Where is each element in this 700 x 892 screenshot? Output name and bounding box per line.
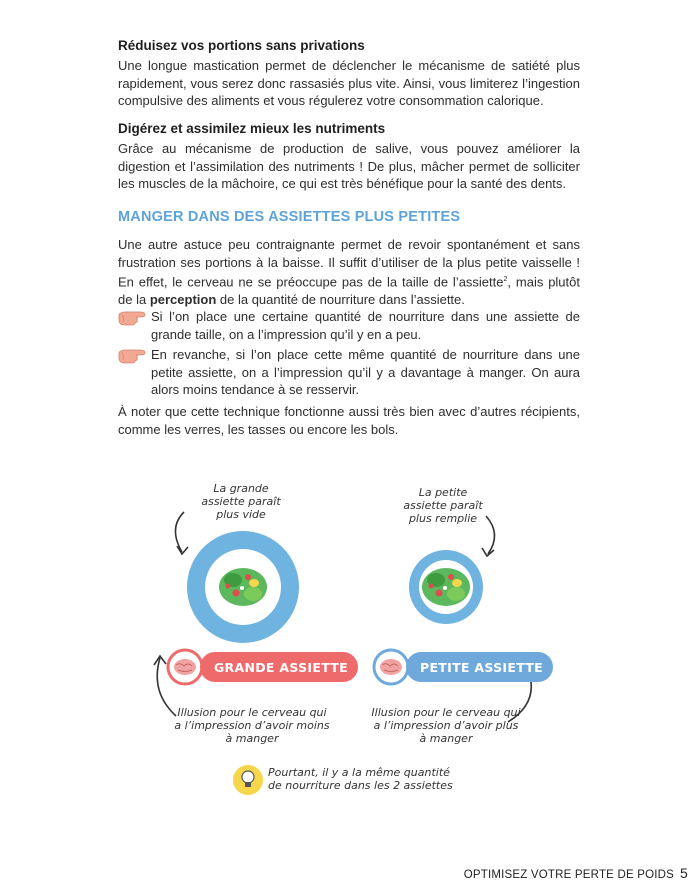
footer-title: OPTIMISEZ VOTRE PERTE DE POIDS — [463, 869, 674, 881]
intro-middle: , mais plutôt de la — [118, 274, 580, 307]
large-plate — [187, 531, 299, 643]
section-title: MANGER DANS DES ASSIETTES PLUS PETITES — [118, 209, 461, 225]
large-plate-label: GRANDE ASSIETTE — [200, 652, 358, 682]
arrow-small-top — [486, 516, 495, 554]
lightbulb-icon — [233, 765, 263, 795]
small-plate-caption: La petite assiette paraît plus remplie — [403, 486, 483, 525]
small-plate — [409, 550, 483, 624]
bullet-text-small: En revanche, si l’on place cette même quantité de nourriture dans une petite assiette, on a l’impression qu’il y a davantage à manger. On aura alors moins tendance à se resservir. — [151, 347, 580, 397]
page-number: 5 — [680, 865, 688, 881]
brain-icon — [168, 650, 202, 684]
page-footer — [464, 865, 688, 881]
pointing-hand-icon — [118, 309, 148, 327]
plates-illustration — [0, 470, 700, 810]
small-illusion-note: Illusion pour le cerveau qui a l’impression d’avoir plus à manger — [371, 706, 521, 745]
salad-small — [422, 568, 470, 606]
subheading-portions: Réduisez vos portions sans privations — [118, 38, 365, 53]
pointing-hand-icon — [118, 347, 148, 365]
bullet-text-large: Si l’on place une certaine quantité de nourriture dans une assiette de grande taille, on a l’impression qu’il y en a peu. — [151, 309, 580, 342]
intro-after: de la quantité de nourriture dans l’assiette. — [216, 291, 465, 307]
paragraph-nutrients: Grâce au mécanisme de production de salive, vous pouvez améliorer la digestion et l’assimilation des nutriments ! De plus, mâcher permet de solliciter les muscles de la mâchoire, ce qui est très bénéfique pour la santé des dents. — [118, 141, 580, 191]
subheading-nutrients: Digérez et assimilez mieux les nutriments — [118, 121, 386, 136]
footnote-ref: 2 — [503, 276, 508, 283]
bottom-note: Pourtant, il y a la même quantité de nourriture dans les 2 assiettes — [268, 766, 453, 792]
note-paragraph: À noter que cette technique fonctionne aussi très bien avec d’autres récipients, comme les verres, les tasses ou encore les bols. — [118, 404, 580, 437]
bullet-item-large — [118, 308, 580, 343]
intro-before: Une autre astuce peu contraignante permet de revoir spontanément et sans frustration ses portions à la baisse. Il suffit d’utiliser de la plus petite vaisselle ! En effet, le cerveau ne se préoccupe pas de la taille de l’assiette — [118, 237, 580, 290]
brain-icon — [374, 650, 408, 684]
intro-paragraph — [118, 236, 580, 308]
arrow-large-top — [175, 512, 184, 552]
salad-large — [219, 568, 267, 606]
large-illusion-note: Illusion pour le cerveau qui a l’impression d’avoir moins à manger — [174, 706, 330, 745]
large-plate-caption: La grande assiette paraît plus vide — [201, 482, 281, 521]
bullet-item-small — [118, 346, 580, 399]
paragraph-portions: Une longue mastication permet de déclencher le mécanisme de satiété plus rapidement, vous serez donc rassasiés plus vite. Ainsi, vous limiterez l’ingestion compulsive des aliments et vous régulerez votre consommation calorique. — [118, 58, 580, 108]
intro-bold: perception — [149, 291, 217, 307]
small-plate-label: PETITE ASSIETTE — [406, 652, 553, 682]
